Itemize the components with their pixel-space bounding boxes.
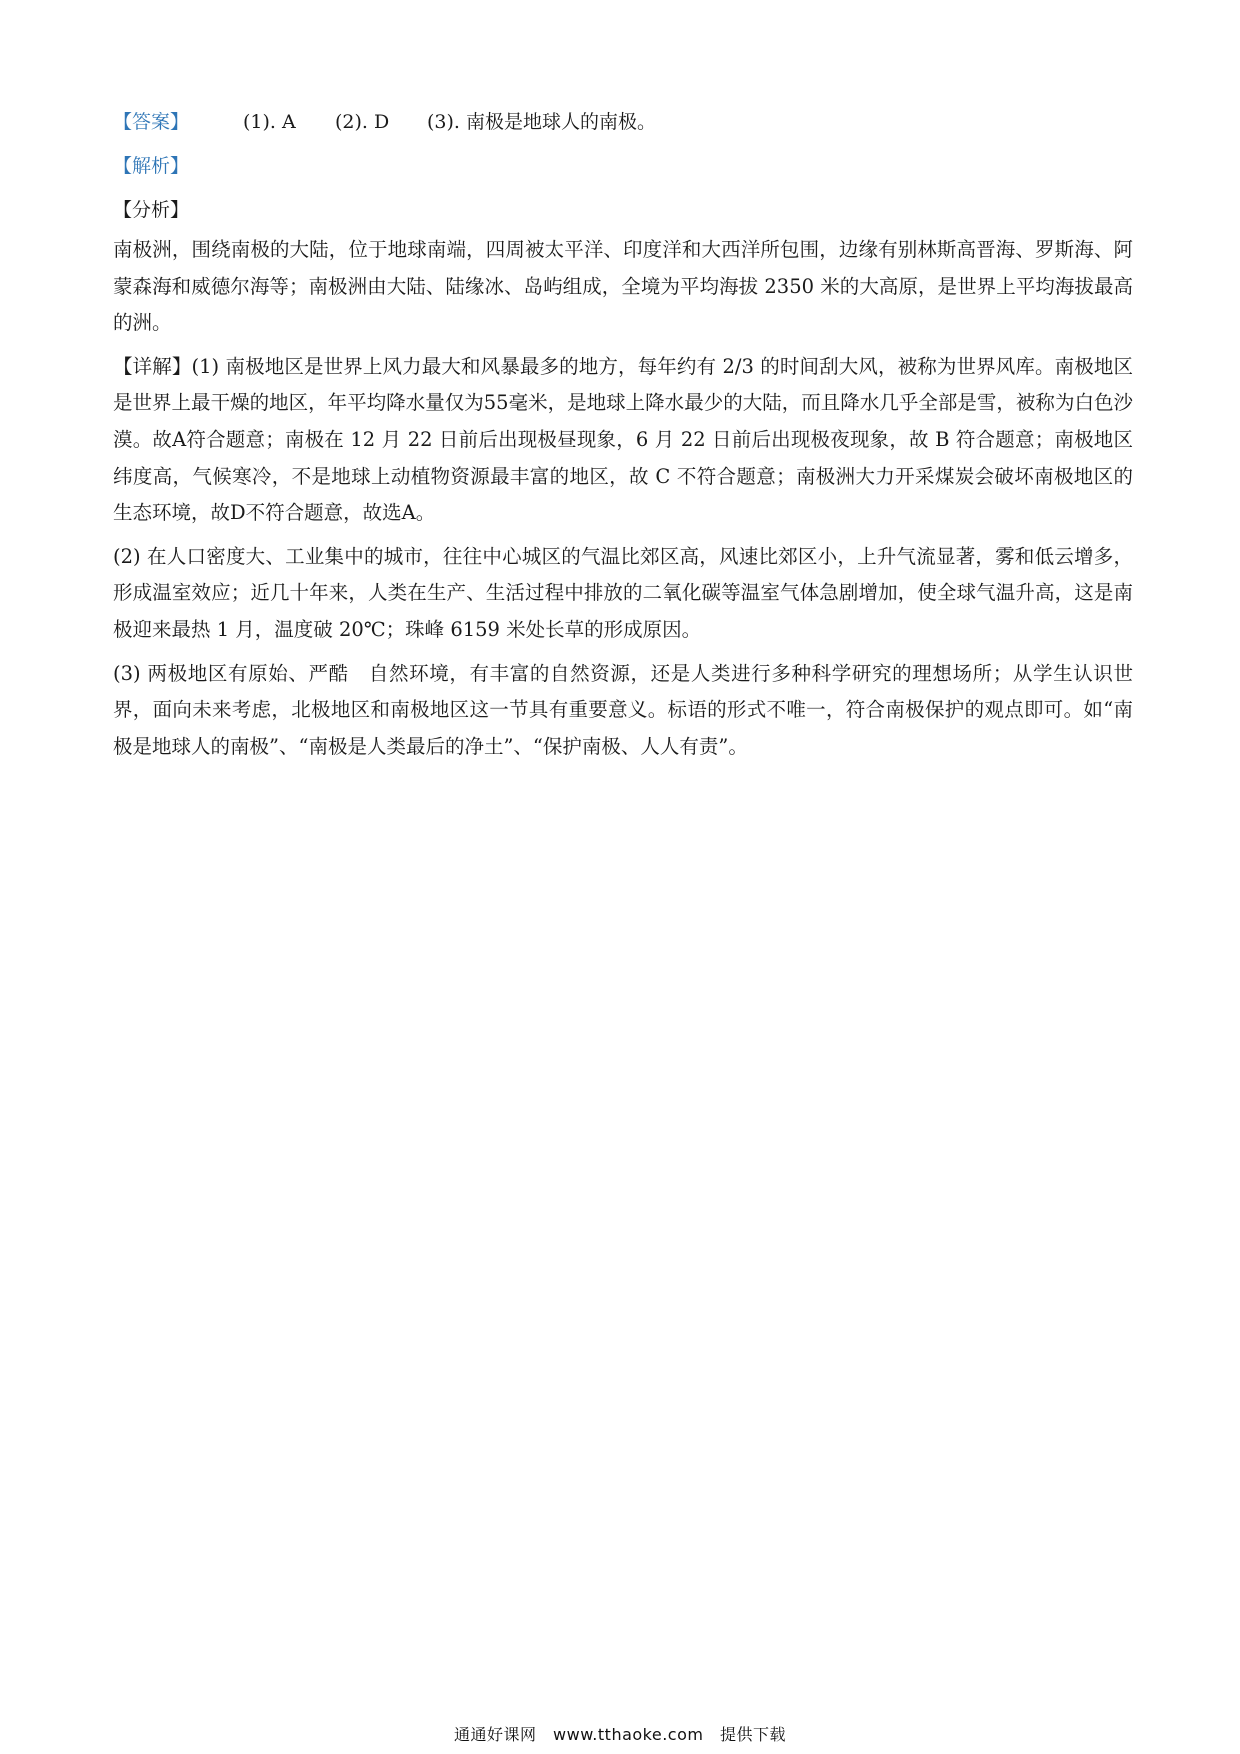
answer-item-2: (2). D	[335, 111, 390, 133]
paragraph-detail-3: (3) 两极地区有原始、严酷 自然环境，有丰富的自然资源，还是人类进行多种科学研究的理想场所；从学生认识世界，面向未来考虑，北极地区和南极地区这一节具有重要意义。标语的形式不唯一，符合南极保护的观点即可。如“南极是地球人的南极”、“南极是人类最后的净土”、“保护南极、人人有责”。	[113, 661, 1133, 758]
footer-watermark: 通通好课网 www.tthaoke.com 提供下载	[454, 1725, 786, 1744]
answer-row	[113, 100, 1133, 144]
fenxi-label: 【分析】	[113, 199, 190, 221]
paragraph-overview: 南极洲，围绕南极的大陆，位于地球南端，四周被太平洋、印度洋和大西洋所包围，边缘有别林斯高晋海、罗斯海、阿蒙森海和威德尔海等；南极洲由大陆、陆缘冰、岛屿组成，全境为平均海拔 2350 米的大高原，是世界上平均海拔最高的洲。	[113, 238, 1133, 335]
analysis-label: 【解析】	[113, 155, 190, 177]
answer-label: 【答案】	[113, 111, 190, 133]
paragraph-detail-1: 【详解】(1) 南极地区是世界上风力最大和风暴最多的地方，每年约有 2/3 的时间刮大风，被称为世界风库。南极地区是世界上最干燥的地区，年平均降水量仅为55毫米，是地球上降水最少的大陆，而且降水几乎全部是雪，被称为白色沙漠。故A符合题意；南极在 12 月 22 日前后出现极昼现象，6 月 22 日前后出现极夜现象，故 B 符合题意；南极地区纬度高，气候寒冷，不是地球上动植物资源最丰富的地区，故 C 不符合题意；南极洲大力开采煤炭会破坏南极地区的生态环境，故D不符合题意，故选A。	[113, 354, 1133, 525]
paragraph-detail-2: (2) 在人口密度大、工业集中的城市，往往中心城区的气温比郊区高，风速比郊区小，上升气流显著，雾和低云增多，形成温室效应；近几十年来，人类在生产、生活过程中排放的二氧化碳等温室气体急剧增加，使全球气温升高，这是南极迎来最热 1 月，温度破 20℃；珠峰 6159 米处长草的形成原因。	[113, 544, 1133, 641]
answer-item-1: (1). A	[243, 111, 296, 133]
document-body	[113, 100, 1133, 765]
answer-item-3: (3). 南极是地球人的南极。	[427, 111, 656, 133]
